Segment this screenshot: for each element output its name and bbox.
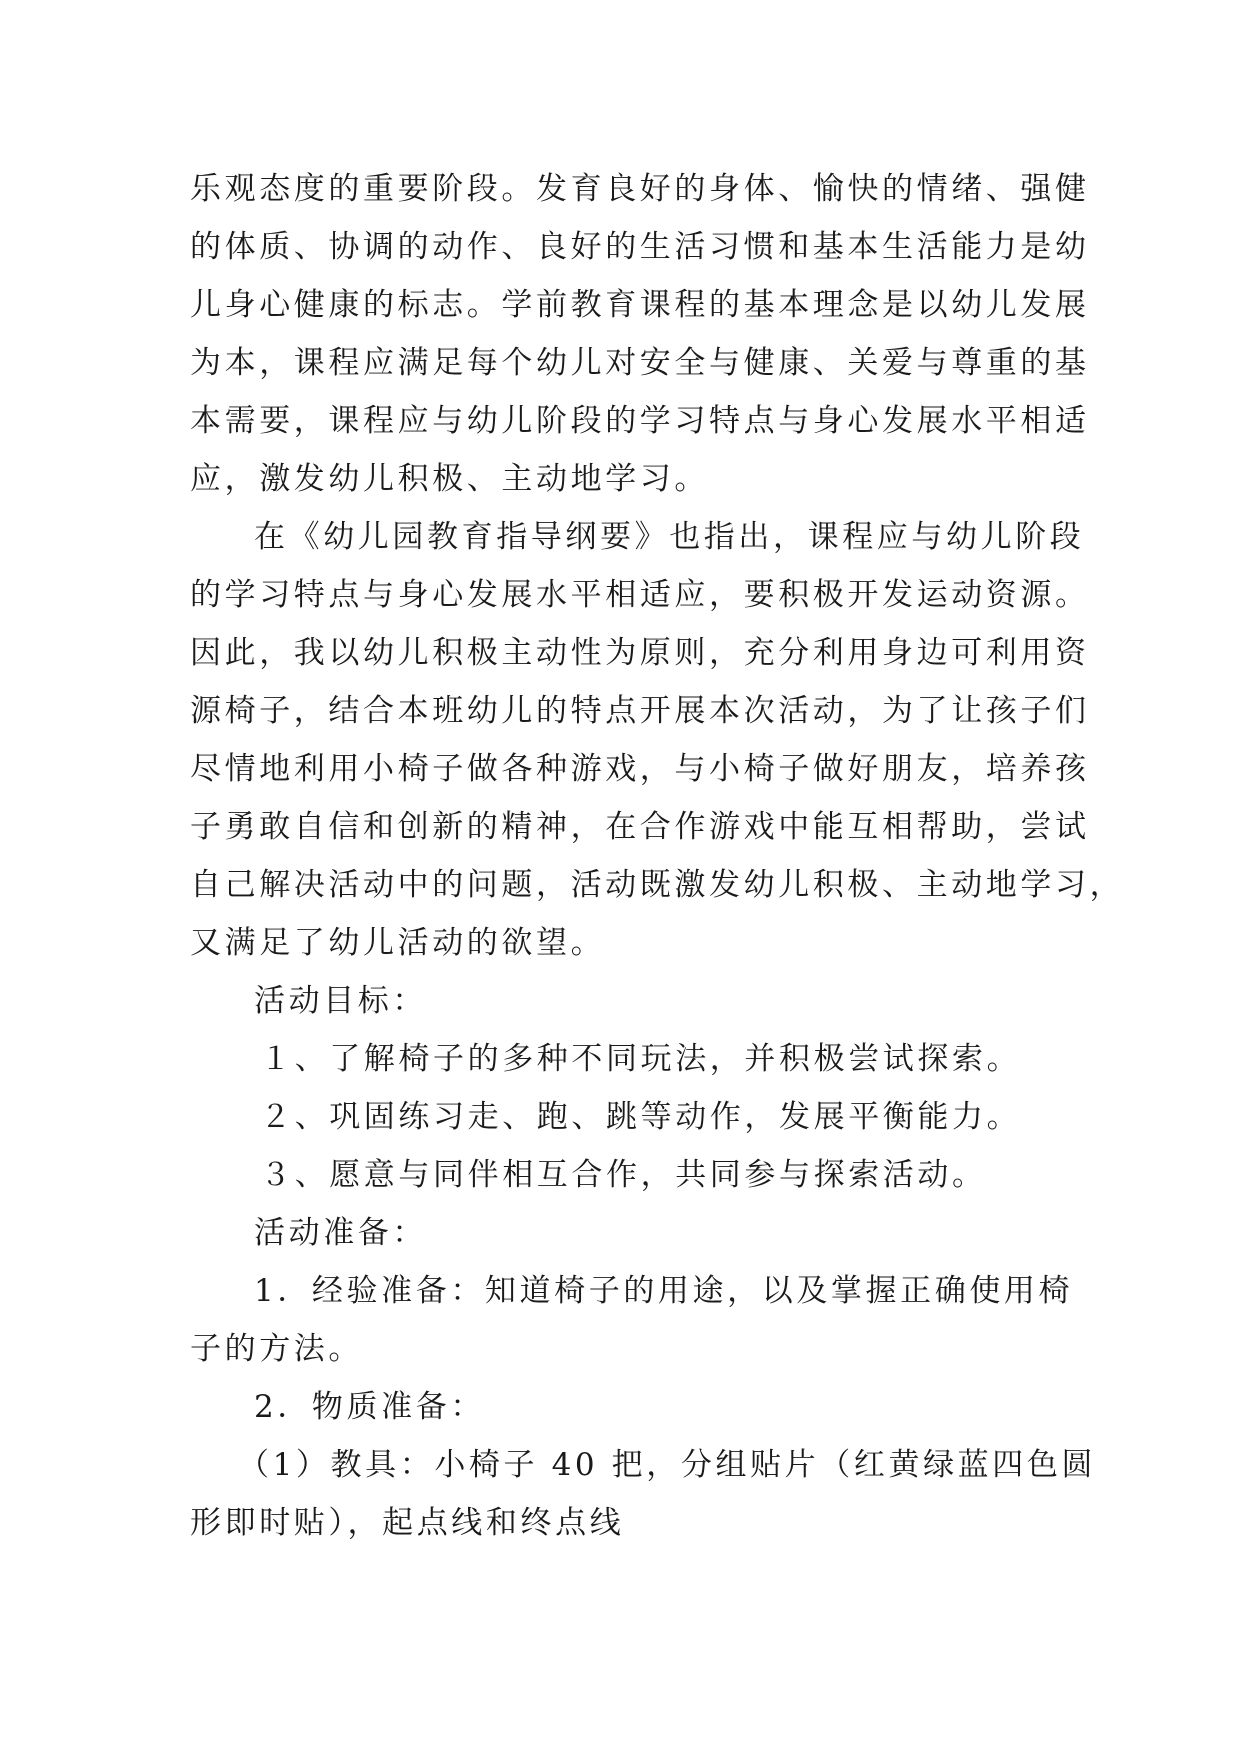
- text-line: 本需要，课程应与幼儿阶段的学习特点与身心发展水平相适: [190, 403, 1090, 439]
- goal-item: １、了解椅子的多种不同玩法，并积极尝试探索。: [260, 1041, 1022, 1077]
- text-line: 子勇敢自信和创新的精神，在合作游戏中能互相帮助，尝试: [190, 809, 1090, 845]
- prep-heading: 活动准备：: [254, 1215, 427, 1251]
- text-line: 为本，课程应满足每个幼儿对安全与健康、关爱与尊重的基: [190, 345, 1090, 381]
- paragraph-1: [190, 160, 1090, 508]
- goal-item: ２、巩固练习走、跑、跳等动作，发展平衡能力。: [260, 1099, 1022, 1135]
- text-line: 尽情地利用小椅子做各种游戏，与小椅子做好朋友，培养孩: [190, 751, 1090, 787]
- text-line: 的体质、协调的动作、良好的生活习惯和基本生活能力是幼: [190, 229, 1090, 265]
- text-line: 自己解决活动中的问题，活动既激发幼儿积极、主动地学习，: [190, 867, 1125, 903]
- goal-item: ３、愿意与同伴相互合作，共同参与探索活动。: [260, 1157, 987, 1193]
- body-text: [190, 160, 1125, 1552]
- prep-item-2: 2．物质准备：: [254, 1389, 485, 1425]
- text-line: 1．经验准备：知道椅子的用途，以及掌握正确使用椅: [254, 1273, 1074, 1309]
- text-line: 形即时贴），起点线和终点线: [190, 1505, 625, 1541]
- prep-item-2-1: [190, 1436, 1097, 1552]
- text-line: 因此，我以幼儿积极主动性为原则，充分利用身边可利用资: [190, 635, 1090, 671]
- text-line: 源椅子，结合本班幼儿的特点开展本次活动，为了让孩子们: [190, 693, 1090, 729]
- paragraph-2: [190, 508, 1125, 972]
- goals-list: [190, 1030, 1070, 1204]
- text-line: 的学习特点与身心发展水平相适应，要积极开发运动资源。: [190, 577, 1090, 613]
- text-line: 在《幼儿园教育指导纲要》也指出，课程应与幼儿阶段: [254, 519, 1085, 555]
- goals-heading: 活动目标：: [254, 983, 427, 1019]
- text-line: （1）教具：小椅子 40 把，分组贴片（红黄绿蓝四色圆: [238, 1447, 1097, 1483]
- text-line: 子的方法。: [190, 1331, 363, 1367]
- text-line: 应，激发幼儿积极、主动地学习。: [190, 461, 709, 497]
- text-line: 又满足了幼儿活动的欲望。: [190, 925, 606, 961]
- prep-item-1: [190, 1262, 1074, 1378]
- text-line: 儿身心健康的标志。学前教育课程的基本理念是以幼儿发展: [190, 287, 1090, 323]
- text-line: 乐观态度的重要阶段。发育良好的身体、愉快的情绪、强健: [190, 171, 1090, 207]
